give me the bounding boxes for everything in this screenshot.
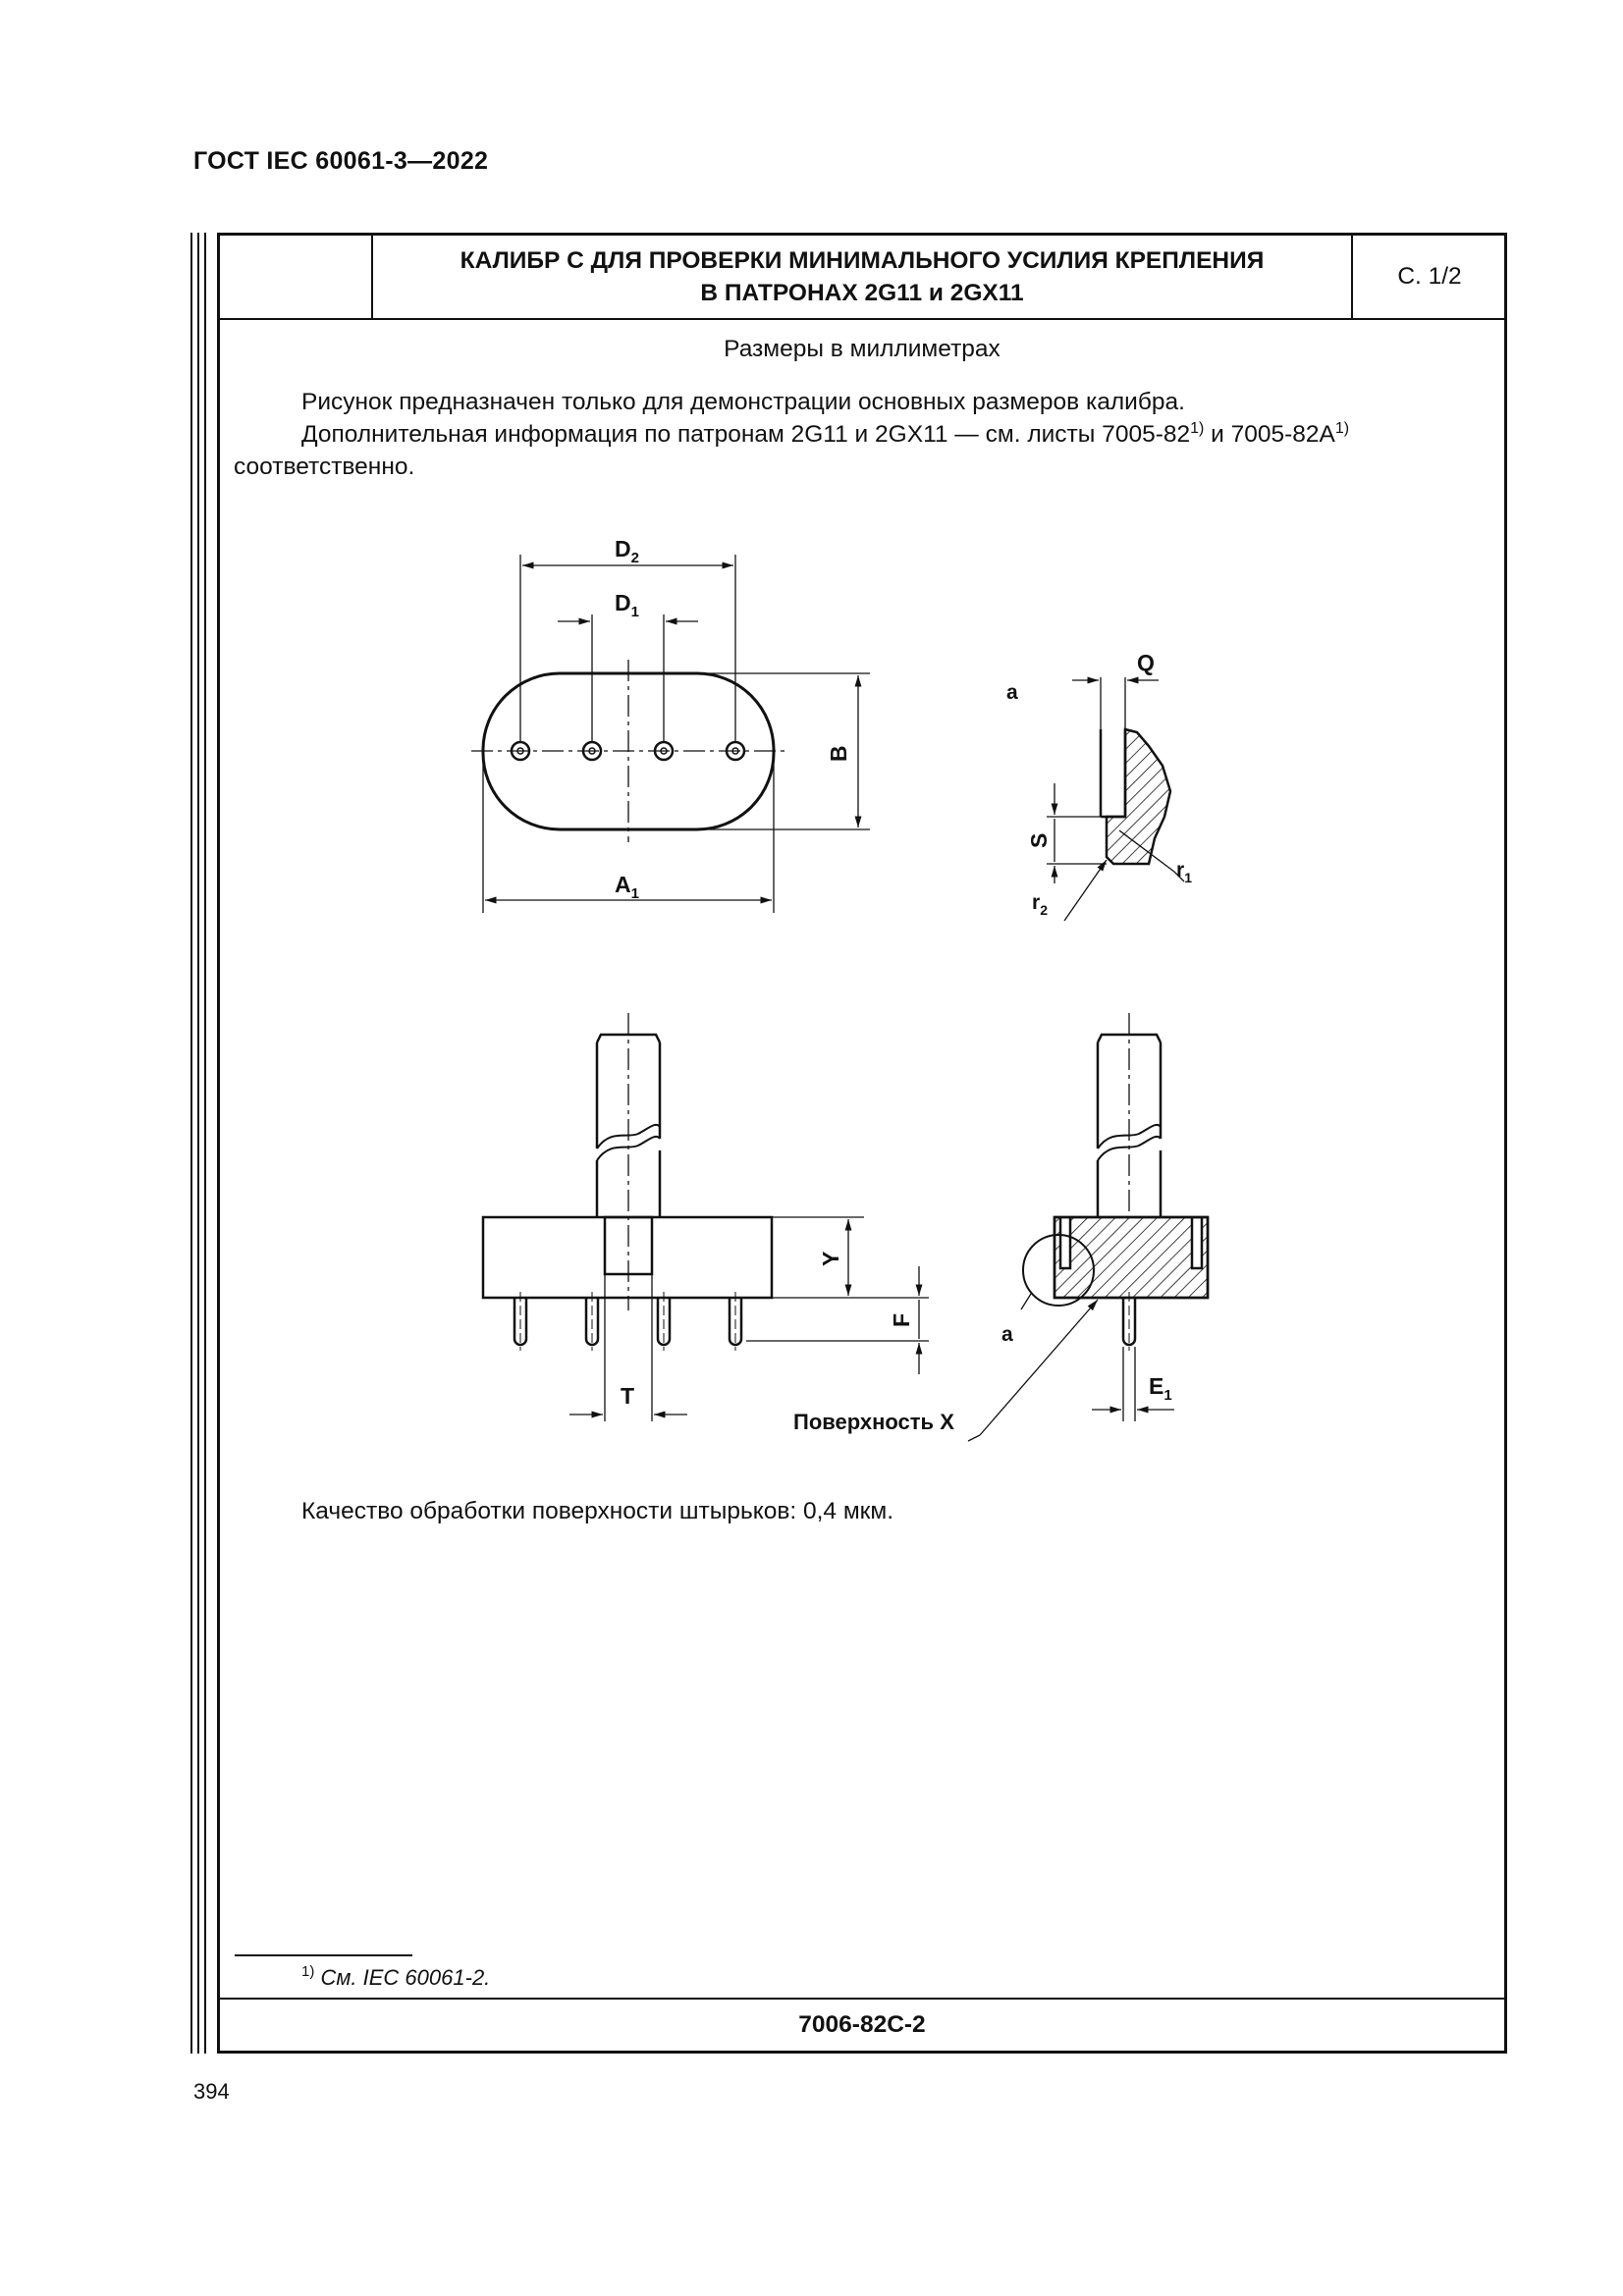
dim-q-label: Q [1137, 650, 1155, 675]
gauge-drawing [220, 236, 1504, 2051]
units-note: Размеры в миллиметрах [724, 336, 1001, 362]
detail-a-view [1047, 677, 1184, 921]
dim-t-label: T [621, 1383, 635, 1409]
dim-r1-label: $r_1$ [1176, 859, 1192, 885]
sheet-frame [217, 233, 1507, 2054]
paragraph-purpose: Рисунок предназначен только для демонстрации основных размеров калибра. [301, 389, 1185, 415]
dim-f-label: F [889, 1312, 914, 1327]
footnote-text: См. IEC 60061-2. [314, 1965, 491, 1990]
dim-y-label: Y [818, 1251, 843, 1266]
footnote-rule [235, 1954, 412, 1956]
sheet-title-line2: В ПАТРОНАХ 2G11 и 2GX11 [700, 280, 1024, 306]
dim-e1-label: $E_1$ [1149, 1373, 1172, 1404]
document-header: ГОСТ IEC 60061-3—2022 [193, 147, 489, 175]
front-view [483, 1013, 929, 1421]
dim-a1-label: $A_1$ [615, 872, 639, 902]
top-view [471, 555, 870, 913]
dim-d2-label: $D_2$ [615, 536, 639, 566]
paragraph-continuation: соответственно. [234, 454, 415, 480]
dim-r2-label: $r_2$ [1032, 891, 1048, 918]
dim-d1-label: $D_1$ [615, 590, 639, 620]
surface-quality-note: Качество обработки поверхности штырьков: 0,4 мкм. [301, 1498, 894, 1524]
sheet-number: 7006-82С-2 [220, 1998, 1504, 2051]
surface-x-label: Поверхность X [793, 1410, 954, 1434]
paragraph-text: Дополнительная информация по патронам 2G11 и 2GX11 — см. листы 7005-82 [301, 421, 1191, 448]
dim-b-label: B [826, 745, 851, 762]
footnote-marker: 1) [301, 1963, 315, 1980]
footnote [301, 1965, 490, 1991]
sheet-title-line1: КАЛИБР С ДЛЯ ПРОВЕРКИ МИНИМАЛЬНОГО УСИЛИЯ КРЕПЛЕНИЯ [460, 247, 1265, 274]
paragraph-text: и 7005-82А [1204, 421, 1335, 448]
dim-s-label: S [1026, 832, 1052, 848]
footnote-ref[interactable]: 1) [1190, 420, 1205, 437]
footnote-ref[interactable]: 1) [1334, 420, 1350, 437]
sheet-page-ref: С. 1/2 [1351, 236, 1506, 318]
detail-a-callout: a [1001, 1323, 1013, 1346]
margin-line [197, 233, 199, 2054]
margin-line [190, 233, 192, 2054]
detail-a-label: a [1006, 681, 1018, 704]
section-view [968, 1013, 1208, 1441]
margin-line [204, 233, 206, 2054]
page-number: 394 [193, 2079, 230, 2104]
